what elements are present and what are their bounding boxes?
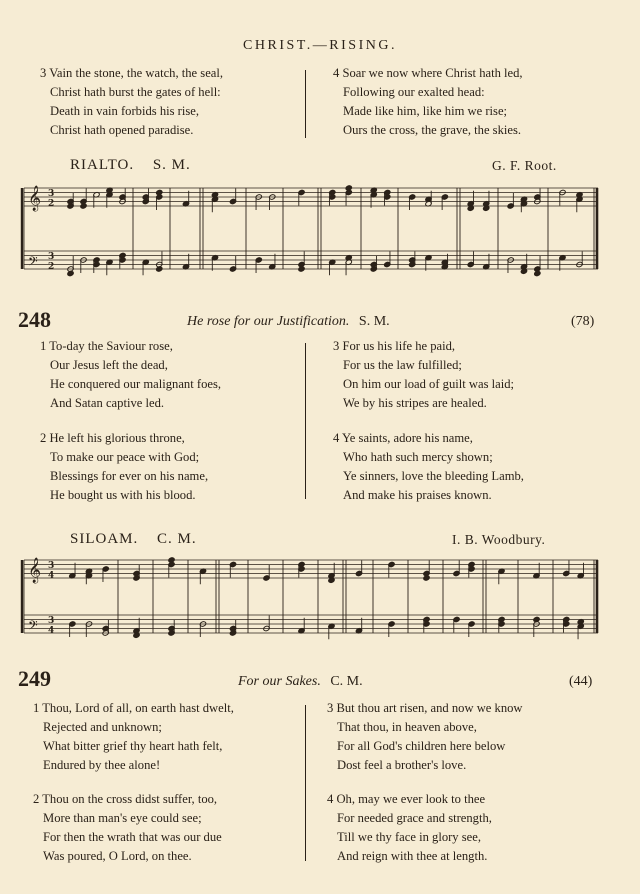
stanza-line: Endured by thee alone!: [43, 758, 161, 772]
stanza-line: What bitter grief thy heart hath felt,: [43, 739, 223, 753]
stanza-line: 2 He left his glorious throne,: [40, 431, 185, 445]
stanza-line: Who hath such mercy shown;: [343, 450, 493, 464]
tune-composer: I. B. Woodbury.: [452, 532, 546, 547]
stanza-line: 4 Soar we now where Christ hath led,: [333, 66, 523, 80]
bass-clef: 𝄢: [28, 618, 38, 636]
stanza-line: Till we thy face in glory see,: [337, 830, 481, 844]
stanza-line: That thou, in heaven above,: [337, 720, 477, 734]
time-signature-top: 3: [48, 252, 55, 262]
hymn-stanza: [327, 790, 492, 866]
stanza-line: 3 For us his life he paid,: [333, 339, 456, 353]
hymn-stanza: [333, 429, 524, 505]
time-signature-bottom: 2: [48, 199, 55, 209]
stanza-line: For us the law fulfilled;: [343, 358, 462, 372]
top-stanza-left: [40, 64, 223, 140]
music-score-siloam: [18, 552, 603, 652]
stanza-line: Dost feel a brother's love.: [337, 758, 467, 772]
stanza-line: Was poured, O Lord, on thee.: [43, 849, 192, 863]
hymn-stanza: [40, 429, 208, 505]
treble-clef: 𝄞: [28, 186, 42, 211]
stanza-line: And Satan captive led.: [50, 396, 165, 410]
hymn-title-text: For our Sakes.: [238, 674, 321, 689]
hymn-stanza: [327, 699, 523, 775]
column-divider: [305, 705, 306, 861]
hymn-stanza: [333, 337, 514, 413]
stanza-line: He bought us with his blood.: [50, 488, 196, 502]
hymn-title: [238, 674, 363, 690]
hymn-reference: (44): [569, 674, 593, 689]
stanza-line: For all God's children here below: [337, 739, 506, 753]
stanza-line: Christ hath opened paradise.: [50, 123, 194, 137]
hymn-reference: (78): [571, 314, 595, 329]
bass-clef: 𝄢: [28, 254, 38, 272]
tune-name: SILOAM.: [70, 531, 139, 547]
stanza-line: Our Jesus left the dead,: [50, 358, 168, 372]
stanza-line: He conquered our malignant foes,: [50, 377, 222, 391]
tune-meter: C. M.: [157, 531, 197, 547]
stanza-line: We by his stripes are healed.: [343, 396, 487, 410]
stanza-line: Christ hath burst the gates of hell:: [50, 85, 221, 99]
tune-name: RIALTO.: [70, 157, 135, 173]
stanza-line: Made like him, like him we rise;: [343, 104, 508, 118]
stanza-line: For needed grace and strength,: [337, 811, 492, 825]
stanza-line: 1 Thou, Lord of all, on earth hast dwelt,: [33, 701, 234, 715]
time-signature-bottom: 2: [48, 262, 55, 272]
stanza-line: More than man's eye could see;: [43, 811, 202, 825]
time-signature-top: 3: [48, 189, 55, 199]
tune-title: [70, 531, 197, 548]
stanza-line: Ye sinners, love the bleeding Lamb,: [343, 469, 524, 483]
stanza-line: On him our load of guilt was laid;: [343, 377, 515, 391]
hymn-stanza: [33, 699, 234, 775]
column-divider: [305, 343, 306, 499]
hymn-title: [187, 314, 390, 330]
stanza-line: 3 Vain the stone, the watch, the seal,: [40, 66, 224, 80]
treble-clef: 𝄞: [28, 558, 42, 583]
hymn-number: 249: [18, 666, 51, 691]
stanza-line: For then the wrath that was our due: [43, 830, 222, 844]
hymn-stanza: [40, 337, 221, 413]
stanza-line: And reign with thee at length.: [337, 849, 488, 863]
stanza-line: Blessings for ever on his name,: [50, 469, 209, 483]
time-signature-bottom: 4: [48, 626, 55, 636]
page-header: CHRIST.—RISING.: [243, 38, 397, 53]
top-stanza-right: [333, 64, 523, 140]
stanza-line: 1 To-day the Saviour rose,: [40, 339, 173, 353]
stanza-line: Death in vain forbids his rise,: [50, 104, 199, 118]
stanza-line: 3 But thou art risen, and now we know: [327, 701, 523, 715]
stanza-line: Ours the cross, the grave, the skies.: [343, 123, 522, 137]
stanza-line: And make his praises known.: [343, 488, 492, 502]
time-signature-bottom: 4: [48, 571, 55, 581]
hymn-title-text: He rose for our Justification.: [187, 314, 350, 329]
stanza-line: Rejected and unknown;: [43, 720, 162, 734]
tune-meter: S. M.: [152, 157, 191, 173]
tune-composer: G. F. Root.: [492, 158, 557, 173]
hymn-number: 248: [18, 307, 51, 332]
tune-title: [70, 157, 191, 174]
hymn-meter: S. M.: [358, 314, 390, 329]
column-divider: [305, 70, 306, 138]
stanza-line: 4 Ye saints, adore his name,: [333, 431, 473, 445]
time-signature-top: 3: [48, 616, 55, 626]
hymn-stanza: [33, 790, 222, 866]
music-score-rialto: [18, 180, 603, 300]
time-signature-top: 3: [48, 561, 55, 571]
stanza-line: Following our exalted head:: [343, 85, 485, 99]
stanza-line: To make our peace with God;: [50, 450, 200, 464]
stanza-line: 2 Thou on the cross didst suffer, too,: [33, 792, 218, 806]
hymn-meter: C. M.: [330, 674, 363, 689]
stanza-line: 4 Oh, may we ever look to thee: [327, 792, 486, 806]
